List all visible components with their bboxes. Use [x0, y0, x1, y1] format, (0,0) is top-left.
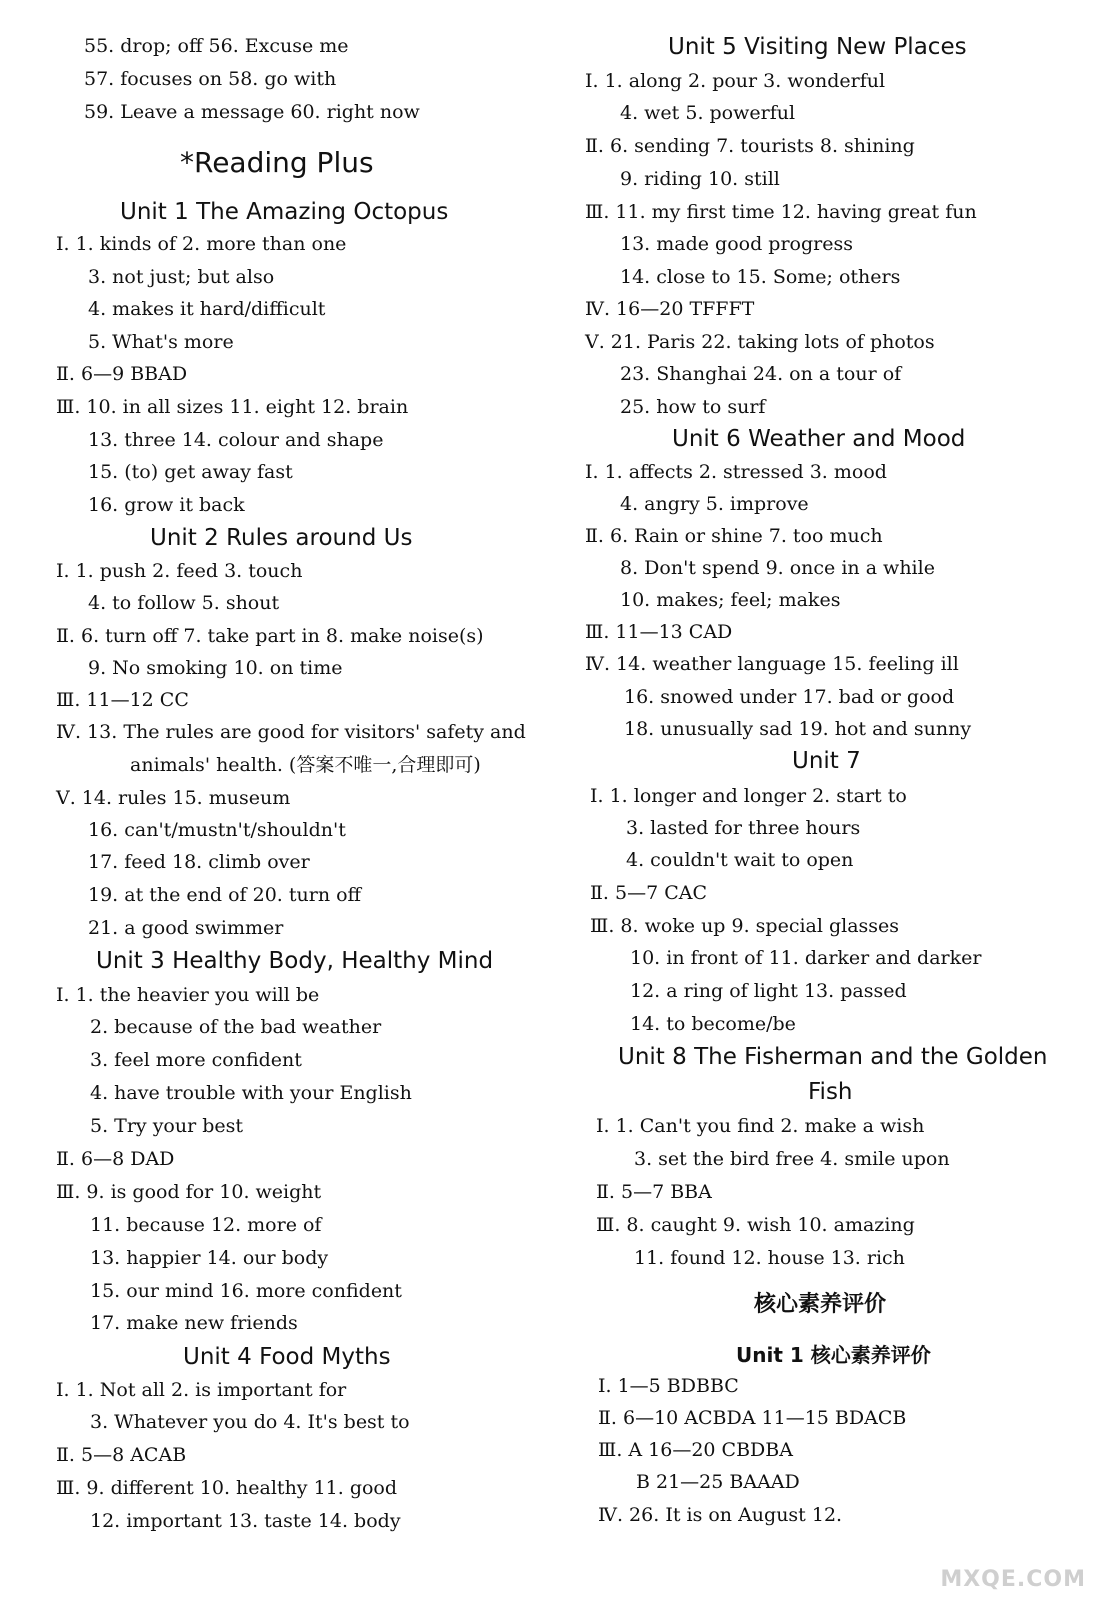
answer-line: 16. grow it back	[88, 494, 245, 516]
answer-line: 9. No smoking 10. on time	[88, 657, 343, 679]
answer-line: 17. feed 18. climb over	[88, 851, 310, 873]
answer-line: 4. angry 5. improve	[620, 493, 809, 515]
answer-line: Ⅱ. 6. Rain or shine 7. too much	[585, 525, 883, 547]
answer-line: Ⅲ. 11—13 CAD	[585, 621, 733, 643]
answer-line: Ⅱ. 6—9 BBAD	[56, 363, 188, 385]
answer-line: 14. close to 15. Some; others	[620, 266, 901, 288]
answer-line: 25. how to surf	[620, 396, 766, 418]
section-heading: Unit 2 Rules around Us	[150, 525, 413, 551]
answer-line: Ⅰ. 1—5 BDBBC	[598, 1375, 739, 1397]
answer-line: Ⅳ. 13. The rules are good for visitors' safety and	[56, 721, 526, 743]
answer-line: 4. have trouble with your English	[90, 1082, 412, 1104]
answer-line: B 21—25 BAAAD	[636, 1471, 800, 1493]
answer-line: 9. riding 10. still	[620, 168, 780, 190]
answer-line: Ⅱ. 6. turn off 7. take part in 8. make noise(s)	[56, 625, 484, 647]
answer-line: 23. Shanghai 24. on a tour of	[620, 363, 902, 385]
answer-line: 10. makes; feel; makes	[620, 589, 841, 611]
answer-line: Ⅰ. 1. kinds of 2. more than one	[56, 233, 347, 255]
answer-line: Ⅱ. 5—7 CAC	[590, 882, 708, 904]
answer-line: Ⅴ. 21. Paris 22. taking lots of photos	[585, 331, 935, 353]
answer-line: 10. in front of 11. darker and darker	[630, 947, 982, 969]
answer-line: 13. made good progress	[620, 233, 853, 255]
answer-line: 59. Leave a message 60. right now	[84, 101, 420, 123]
answer-line: 18. unusually sad 19. hot and sunny	[624, 718, 972, 740]
answer-line: 4. couldn't wait to open	[626, 849, 854, 871]
section-heading: Unit 1 核心素养评价	[736, 1343, 931, 1367]
section-heading: Unit 5 Visiting New Places	[668, 34, 967, 60]
answer-line: 13. happier 14. our body	[90, 1247, 329, 1269]
answer-line: 15. (to) get away fast	[88, 461, 293, 483]
section-heading: 核心素养评价	[754, 1292, 887, 1317]
answer-line: Ⅳ. 26. It is on August 12.	[598, 1504, 843, 1526]
answer-line: 3. not just; but also	[88, 266, 275, 288]
answer-line: Ⅱ. 5—7 BBA	[596, 1181, 712, 1203]
answer-line: Ⅰ. 1. Can't you find 2. make a wish	[596, 1115, 925, 1137]
answer-line: 16. snowed under 17. bad or good	[624, 686, 955, 708]
section-heading: Unit 6 Weather and Mood	[672, 426, 966, 452]
answer-line: 13. three 14. colour and shape	[88, 429, 384, 451]
answer-line: 3. Whatever you do 4. It's best to	[90, 1411, 410, 1433]
answer-line: 3. set the bird free 4. smile upon	[634, 1148, 950, 1170]
answer-line: Ⅲ. 9. different 10. healthy 11. good	[56, 1477, 398, 1499]
answer-line: 16. can't/mustn't/shouldn't	[88, 819, 346, 841]
answer-line: Ⅰ. 1. push 2. feed 3. touch	[56, 560, 303, 582]
answer-line: 14. to become/be	[630, 1013, 796, 1035]
section-heading: Unit 8 The Fisherman and the Golden	[618, 1044, 1048, 1070]
section-heading: Fish	[808, 1079, 853, 1105]
answer-line: 11. because 12. more of	[90, 1214, 322, 1236]
answer-line: 3. feel more confident	[90, 1049, 302, 1071]
answer-line: 5. Try your best	[90, 1115, 244, 1137]
section-heading: Unit 7	[792, 748, 861, 774]
answer-line: Ⅰ. 1. Not all 2. is important for	[56, 1379, 347, 1401]
answer-line: Ⅲ. 9. is good for 10. weight	[56, 1181, 322, 1203]
answer-line: 57. focuses on 58. go with	[84, 68, 337, 90]
answer-line: Ⅱ. 6—10 ACBDA 11—15 BDACB	[598, 1407, 907, 1429]
answer-line: 5. What's more	[88, 331, 234, 353]
answer-line: Ⅰ. 1. along 2. pour 3. wonderful	[585, 70, 886, 92]
section-heading: Unit 3 Healthy Body, Healthy Mind	[96, 948, 494, 974]
answer-line: 3. lasted for three hours	[626, 817, 861, 839]
answer-line: Ⅲ. 11—12 CC	[56, 689, 189, 711]
answer-line: 11. found 12. house 13. rich	[634, 1247, 905, 1269]
answer-line: Ⅲ. 8. woke up 9. special glasses	[590, 915, 900, 937]
answer-line: Ⅲ. 11. my first time 12. having great fun	[585, 201, 977, 223]
answer-line: 21. a good swimmer	[88, 917, 284, 939]
answer-line: 15. our mind 16. more confident	[90, 1280, 402, 1302]
answer-line: Ⅲ. A 16—20 CBDBA	[598, 1439, 793, 1461]
answer-line: Ⅱ. 6. sending 7. tourists 8. shining	[585, 135, 915, 157]
answer-line: 55. drop; off 56. Excuse me	[84, 35, 349, 57]
answer-line: Ⅲ. 10. in all sizes 11. eight 12. brain	[56, 396, 409, 418]
answer-line: Ⅴ. 14. rules 15. museum	[56, 787, 291, 809]
answer-line: 19. at the end of 20. turn off	[88, 884, 362, 906]
answer-line: Ⅳ. 16—20 TFFFT	[585, 298, 755, 320]
answer-line: 2. because of the bad weather	[90, 1016, 382, 1038]
answer-line: Ⅰ. 1. the heavier you will be	[56, 984, 320, 1006]
answer-line: Ⅰ. 1. longer and longer 2. start to	[590, 785, 907, 807]
answer-line: Ⅰ. 1. affects 2. stressed 3. mood	[585, 461, 887, 483]
answer-line: 4. makes it hard/difficult	[88, 298, 326, 320]
answer-line: 4. wet 5. powerful	[620, 102, 796, 124]
answer-line: 17. make new friends	[90, 1312, 298, 1334]
answer-line: 12. important 13. taste 14. body	[90, 1510, 401, 1532]
section-heading: Unit 4 Food Myths	[183, 1344, 391, 1370]
answer-line: Ⅱ. 6—8 DAD	[56, 1148, 175, 1170]
answer-line: 12. a ring of light 13. passed	[630, 980, 907, 1002]
answer-line: 4. to follow 5. shout	[88, 592, 280, 614]
section-heading: *Reading Plus	[180, 146, 374, 179]
answer-line: 8. Don't spend 9. once in a while	[620, 557, 935, 579]
section-heading: Unit 1 The Amazing Octopus	[120, 199, 449, 225]
answer-line: Ⅲ. 8. caught 9. wish 10. amazing	[596, 1214, 915, 1236]
answer-line: Ⅱ. 5—8 ACAB	[56, 1444, 187, 1466]
answer-line: animals' health. (答案不唯一,合理即可)	[130, 754, 481, 776]
watermark-logo: MXQE.COM	[940, 1567, 1086, 1592]
answer-line: Ⅳ. 14. weather language 15. feeling ill	[585, 653, 959, 675]
